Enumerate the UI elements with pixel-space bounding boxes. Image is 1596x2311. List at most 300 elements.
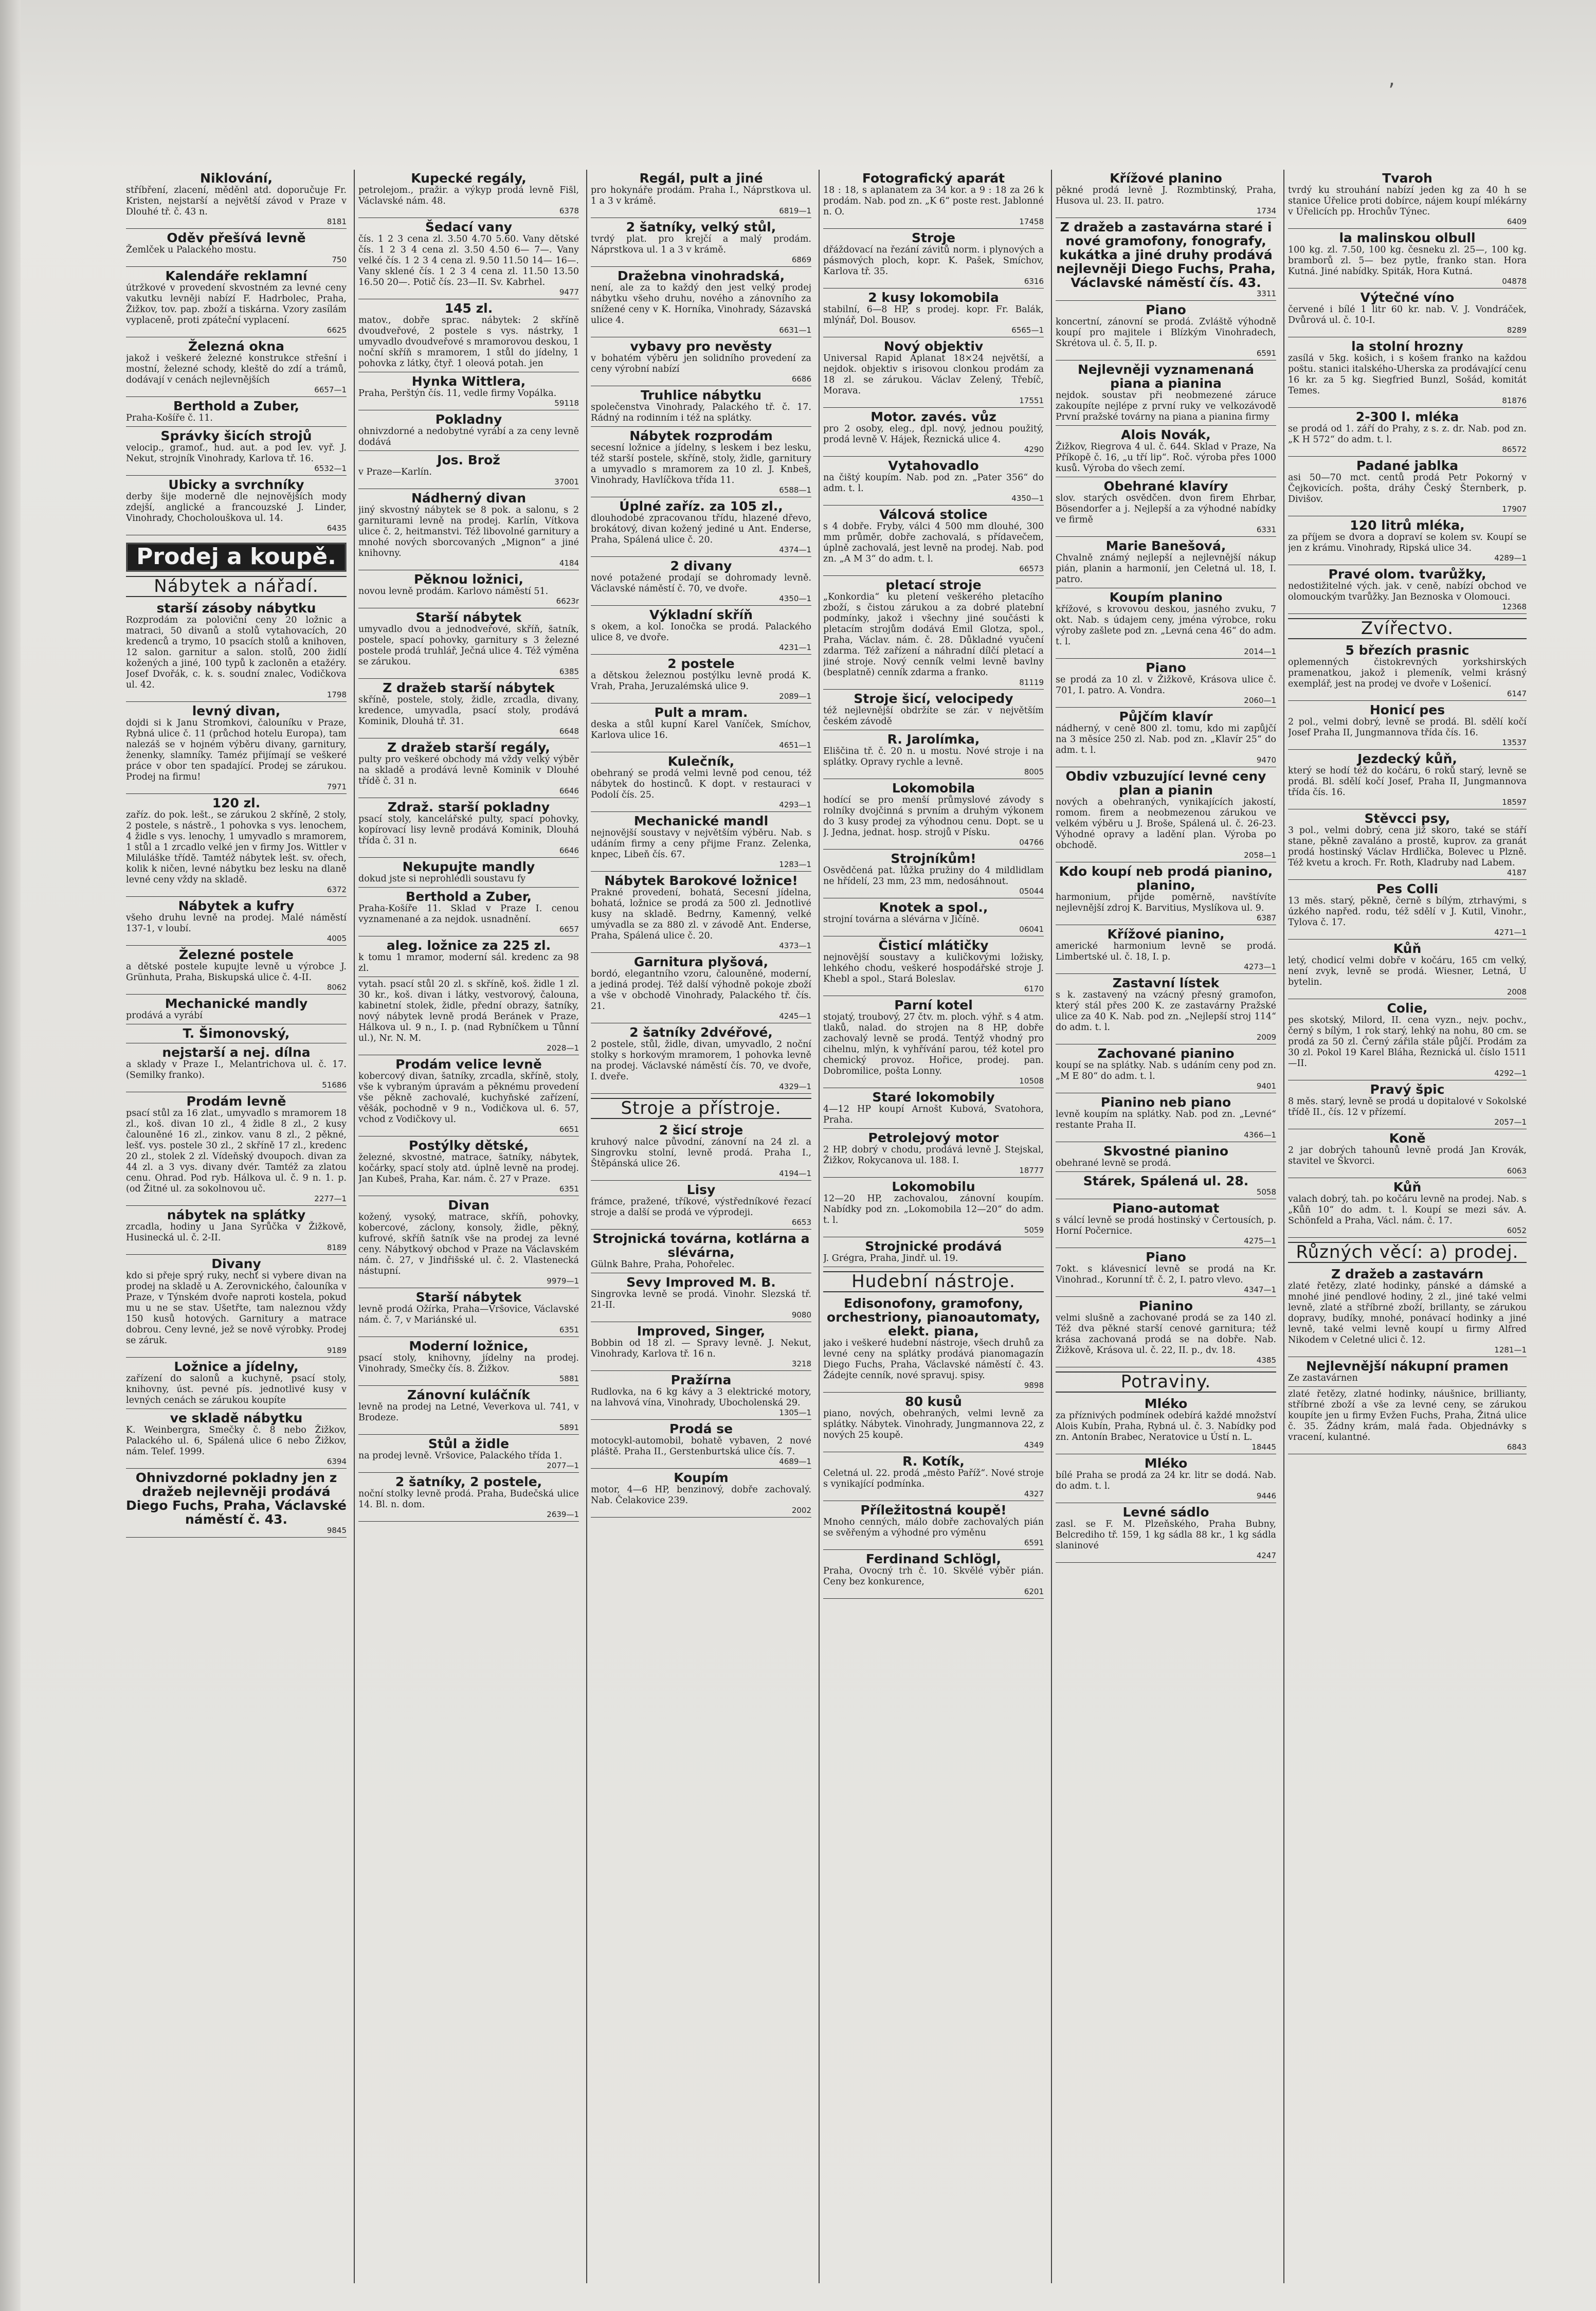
classified-ad [126, 1360, 347, 1406]
ad-number: 6316 [1024, 277, 1044, 286]
ad-number: 4275—1 [1244, 1236, 1276, 1245]
ad-divider [1056, 1296, 1276, 1297]
ad-body: v Praze—Karlín. [358, 467, 432, 477]
ad-body: Celetná ul. 22. prodá „město Paříž“. Nové stroje s vynikající podmínka. [823, 1468, 1044, 1489]
classified-ad [358, 1388, 579, 1432]
ad-headline: Železné postele [179, 947, 294, 962]
ad-headline: Strojnická továrna, kotlárna a slévárna, [592, 1231, 810, 1260]
classified-ad [1056, 976, 1276, 1041]
ad-headline: Strojníkům! [891, 851, 976, 866]
ad-body: zrcadla, hodiny u Jana Syrůčka v Žižkově, Husinecká ul. č. 2-II. [126, 1222, 347, 1243]
ad-headline: Edisonofony, gramofony, orchestriony, pianoautomaty, elekt. piana, [826, 1296, 1041, 1339]
ad-body: novou levně prodám. Karlovo náměstí 51. [358, 586, 549, 597]
ad-headline: Železná okna [188, 339, 284, 354]
ad-headline: Mechanické mandly [165, 996, 308, 1011]
classified-ad [1056, 769, 1276, 859]
ad-divider [591, 605, 811, 606]
classified-ad [126, 948, 347, 991]
ad-number: 18597 [1502, 798, 1527, 807]
ad-number: 4374—1 [779, 545, 811, 554]
ad-divider [358, 678, 579, 679]
ad-divider [1288, 1237, 1527, 1238]
ad-headline: Kůň [1393, 1180, 1422, 1195]
ad-number: 6631—1 [779, 326, 811, 335]
ad-divider [1056, 536, 1276, 537]
classified-ad [591, 388, 811, 424]
classified-ad [358, 1339, 579, 1383]
ad-headline: Stěvcci psy, [1364, 811, 1450, 826]
ad-number: 6532—1 [314, 464, 347, 473]
ad-body: frámce, pražené, tříkové, výstředníkové řezací stroje a další se prodá ve výprodeji. [591, 1197, 811, 1218]
ad-number: 2639—1 [547, 1510, 579, 1519]
ad-number: 2057—1 [1494, 1117, 1527, 1127]
ad-number: 4349 [1024, 1440, 1044, 1450]
ad-headline: Nábytek Barokové ložnice! [604, 873, 798, 888]
ad-headline: Výtečné víno [1360, 290, 1455, 305]
ad-body: bordó, elegantního vzoru, čalouněné, moderní, a jediná prodej. Též další výhodně pokoje zboží a vše v obchodě Vinohrady, Palackého tř. čís. 21. [591, 969, 811, 1012]
classified-ad [358, 572, 579, 605]
ad-divider [358, 887, 579, 888]
ad-body: prodává a vyrábí [126, 1010, 203, 1021]
ad-headline: Motor. zavés. vůz [870, 409, 996, 424]
classified-ad [126, 1411, 347, 1466]
ad-headline: Dražebna vinohradská, [617, 268, 785, 283]
ad-body: koupí se na splátky. Nab. s udáním ceny pod zn. „M E 80“ do adm. t. l. [1056, 1060, 1276, 1081]
ad-body: nejnovější soustavy v největším výběru. Nab. s udáním firmy a ceny přijme Franz. Zelenka, knpec, Libeň čís. 67. [591, 828, 811, 860]
classified-ad [1056, 661, 1276, 705]
ad-headline: Kůň [1393, 941, 1422, 956]
ad-headline: Padané jablka [1356, 458, 1459, 473]
ad-number: 4373—1 [779, 941, 811, 950]
section-banner: Prodej a koupě. [126, 543, 347, 572]
ad-number: 6052 [1507, 1226, 1527, 1235]
classified-ad [1288, 643, 1527, 698]
ad-divider [823, 575, 1044, 576]
classified-ad [591, 339, 811, 383]
ad-number: 6843 [1507, 1442, 1527, 1452]
ad-divider [126, 701, 347, 702]
ad-headline: Prodá se [669, 1421, 733, 1436]
ad-headline: 120 zl. [212, 796, 261, 810]
ad-number: 2060—1 [1244, 696, 1276, 705]
classified-ad [358, 1057, 579, 1133]
ad-divider [358, 857, 579, 858]
ad-body: a sklady v Praze I., Melantrichova ul. č. 17. (Semilky franko). [126, 1059, 347, 1080]
ad-headline: Zdraž. starší pokladny [387, 800, 550, 815]
ad-number: 6623r [556, 597, 579, 606]
ad-headline: Starší nábytek [415, 610, 522, 625]
ad-body: železné, skvostné, matrace, šatníky, nábytek, kočárky, spací stoly atd. úplně levně na prodej. Jan Kubeš, Praha, Kar. nám. č. 27 v Praze. [358, 1152, 579, 1184]
ad-body: valach dobrý, tah. po kočáru levně na prodej. Nab. s „Kůň 10“ do adm. t. l. Koupí se mezi sáv. A. Schönfeld a Praha, Václ. nám. č. 17. [1288, 1194, 1527, 1226]
classified-ad [823, 231, 1044, 285]
classified-ad [126, 899, 347, 943]
ad-headline: 2 šatníky, 2 postele, [395, 1474, 542, 1489]
ad-body: Praha-Košíře č. 11. [126, 413, 213, 423]
ad-divider [126, 1537, 347, 1538]
classified-ad [126, 478, 347, 532]
column-3 [591, 170, 814, 2283]
ad-number: 6591 [1024, 1538, 1044, 1547]
ad-number: 6657 [559, 925, 579, 934]
ad-number: 3218 [791, 1359, 811, 1368]
ad-body: levně prodá Ožírka, Praha—Vršovice, Václavské nám. č. 7, v Mariánské ul. [358, 1304, 579, 1325]
ad-headline: Nekupujte mandly [402, 859, 535, 874]
ad-divider [591, 426, 811, 427]
ad-headline: Kulečník, [667, 754, 735, 769]
ad-number: 6591 [1256, 349, 1276, 358]
ad-body: „Konkordia“ ku pletení veškerého pletacího zboží, s čistou zárukou a za dobré platební podmínky, jakož i všechny jiné součásti k pletacím strojům dodává Emil Glotza, spol., Praha, Václav. nám. č. 28. Důkladné vyučení zdarma. Též zařízení a náhradní dílčí pletací a jiné stroje. Nový cenník velmi levně bavlny (besplatně) cenník zdarma a franko. [823, 592, 1044, 678]
classified-ads-grid [126, 170, 1530, 2288]
ad-number: 4247 [1256, 1551, 1276, 1560]
ad-divider [823, 1392, 1044, 1393]
ad-body: tvrdý ku strouhání nabízí jeden kg za 40 h se stanice Úřelice proti dobírce, nájem koupí mlékárny v Úřelicích pp. Hrochův Týnec. [1288, 185, 1527, 217]
ad-headline: Koupím [674, 1470, 729, 1485]
ad-headline: Pěknou ložnici, [414, 572, 523, 587]
classified-ad [1288, 811, 1527, 877]
ad-number: 3311 [1256, 289, 1276, 298]
ad-number: 9898 [1024, 1381, 1044, 1390]
ad-body: červené i bílé 1 litr 60 kr. nab. V. J. Vondráček, Dvůrová ul. č. 10-I. [1288, 304, 1527, 326]
ad-divider [1056, 425, 1276, 426]
ad-divider [591, 952, 811, 953]
ad-body: piano, nových, obehraných, velmi levně za splátky. Nábytek. Vinohrady, Jungmannova 22, z nových 25 koupě. [823, 1409, 1044, 1440]
ad-body: Rudlovka, na 6 kg kávy a 3 elektrické motory, na lahvová vína, Vinohrady, Ubocholenská 29. [591, 1387, 811, 1408]
ad-divider [823, 1128, 1044, 1129]
ad-body: Chvalně známý nejlepší a nejlevnější nákup pián, planin a harmonií, jen Celetná ul. 18, I. patro. [1056, 553, 1276, 585]
classified-ad [358, 374, 579, 407]
classified-ad [358, 453, 579, 486]
ad-body: s k. zastavený na vzácný přesný gramofon, který stál přes 200 K. ze zastavárny Pražské ulice za 40 K. Nab. pod zn. „Nejlepší stroj 114“ do adm. t. l. [1056, 990, 1276, 1033]
ad-headline: Lokomobilu [892, 1179, 975, 1194]
ad-divider [591, 1180, 811, 1181]
ad-headline: T. Šimonovský, [183, 1026, 290, 1041]
column-rule [586, 170, 587, 2283]
ad-number: 2008 [1507, 987, 1527, 997]
classified-ad [358, 1437, 579, 1470]
classified-ad [126, 269, 347, 334]
classified-ad [1288, 1267, 1527, 1354]
ad-headline: Kdo koupí neb prodá pianino, planino, [1059, 864, 1273, 893]
ad-number: 4385 [1256, 1356, 1276, 1365]
column-rule [354, 170, 355, 2283]
ad-number: 17907 [1502, 504, 1527, 514]
ad-number: 6435 [327, 523, 347, 533]
classified-ad [126, 1094, 347, 1203]
ad-number: 6646 [559, 846, 579, 855]
ad-headline: Sevy Improved M. B. [626, 1275, 776, 1290]
ad-body: vytah. psací stůl 20 zl. s skříně, koš. židle 1 zl. 30 kr., koš. divan i látky, vestvorový, čalouna, kabinetní stolek, židle, přední obrazy, šatníky, nový nábytek levně prodá Beránek v Praze, Hálkova ul. 9 n., I. p. (nad Rybníčkem u Tůnní ul.), Nr. N. M. [358, 979, 579, 1043]
ad-number: 5058 [1256, 1187, 1276, 1197]
ad-number: 51686 [322, 1080, 347, 1090]
classified-ad [126, 997, 347, 1021]
ad-headline: Honicí pes [1369, 702, 1445, 717]
ad-number: 2002 [791, 1506, 811, 1515]
ad-body: Universal Rapid Aplanat 18×24 největší, a nejdok. objektiv s irisovou clonkou prodám za 18 zl. se zárukou. Václav Zelený, Třebíč, Morava. [823, 353, 1044, 396]
section-heading: Potraviny. [1056, 1371, 1276, 1393]
ad-divider [1288, 1386, 1527, 1387]
ad-number: 9446 [1256, 1491, 1276, 1501]
ad-number: 2277—1 [314, 1194, 347, 1203]
ad-number: 66573 [1019, 564, 1044, 573]
ad-number: 6651 [559, 1125, 579, 1134]
ad-divider [1288, 700, 1527, 701]
classified-ad [1056, 539, 1276, 585]
ad-headline: R. Jarolímka, [887, 732, 980, 747]
classified-ad [823, 900, 1044, 933]
ad-body: dlouhodobé zpracovanou třídu, hlazené dřevo, brokátový, divan kožený jediné u Ant. Enderse, Praha, Spálená ulice č. 20. [591, 513, 811, 545]
ad-headline: Divan [448, 1198, 489, 1213]
classified-ad [591, 559, 811, 603]
classified-ad [823, 1454, 1044, 1498]
ad-body: obehraný se prodá velmi levně pod cenou, též nábytek do hostinců. K dopt. v restauraci v Podolí čís. 25. [591, 768, 811, 800]
ad-divider [1288, 879, 1527, 880]
ad-body: psací stoly, knihovny, jídelny na prodej. Vinohrady, Smečky čís. 8. Žižkov. [358, 1353, 579, 1374]
ad-divider [591, 1370, 811, 1371]
ad-divider [1288, 407, 1527, 408]
ad-divider [1056, 300, 1276, 301]
classified-ad [1288, 410, 1527, 454]
ad-number: 86572 [1502, 445, 1527, 454]
ad-number: 6351 [559, 1325, 579, 1334]
ad-headline: Piano [1146, 660, 1186, 675]
ad-body: Praha-Košíře 11. Sklad v Praze I. cenou vyznamenané a za nejdok. usnadnění. [358, 904, 579, 925]
ad-body: křížové, s krovovou deskou, jasného zvuku, 7 okt. Nab. s údajem ceny, jména výrobce, roku výroby zašlete pod zn. „Levná cena 46“ do adm. t. l. [1056, 604, 1276, 647]
classified-ad [358, 1139, 579, 1193]
classified-ad [126, 1208, 347, 1252]
ad-body: velmi slušně a zachované prodá se za 140 zl. Též dva pěkné starší cenové garnitura; též krása zachovaná prodá se na dobře. Nab. Žižkově, Krásova ul. č. 22, II. p., dv. 18. [1056, 1313, 1276, 1356]
ad-body: matov., dobře sprac. nábytek: 2 skříně dvoudveřové, 2 postele s vys. nástrky, 1 umyvadlo dvoudveřové s mramorovou deskou, 1 noční skříň s mramorem, 1 stůl do jídelny, 1 pohovka z látky, čtyř. 1 oleová potah. jen [358, 315, 579, 369]
ad-number: 12368 [1502, 602, 1527, 611]
ad-headline: Křížové pianino, [1107, 927, 1225, 942]
ad-headline: Pult a mram. [654, 705, 748, 720]
ad-headline: Petrolejový motor [868, 1130, 999, 1145]
classified-ad [591, 657, 811, 700]
ad-divider [126, 266, 347, 267]
ad-headline: Z dražeb starší regály, [387, 740, 550, 755]
ad-body: 2 jar dobrých tahounů levně prodá Jan Krovák, stavitel ve Škvorci. [1288, 1145, 1527, 1166]
ad-number: 6819—1 [779, 206, 811, 215]
classified-ad [591, 499, 811, 554]
ad-headline: Oděv přešívá levně [167, 230, 306, 245]
classified-ad [1056, 1046, 1276, 1090]
ad-body: zlaté řetězy, zlatné hodinky, náušnice, brillianty, stříbrné zboží a vše za levné ceny, se zárukou koupíte jen u firmy Evžen Fuchs, Praha, Žitná ulice č. 35. Žádny krám, malá řada. Objednávky s vracení, kulantné. [1288, 1389, 1527, 1442]
classified-ad [358, 979, 579, 1052]
classified-ad [126, 339, 347, 394]
ad-body: dřáždovací na řezání závitů norm. i plynových a pásmových ploch, kopr. K. Pašek, Smíchov, Karlova tř. 35. [823, 245, 1044, 277]
ad-body: Praha, Ovocný trh č. 10. Skvělé výběr pián. Ceny bez konkurence, [823, 1566, 1044, 1587]
ad-number: 05044 [1019, 887, 1044, 896]
ad-headline: 2 šatníky 2dvéřové, [629, 1025, 773, 1040]
ad-headline: Starší nábytek [415, 1290, 522, 1305]
classified-ad [823, 578, 1044, 687]
ad-headline: Nejlevnější nákupní pramen [1306, 1359, 1509, 1374]
ad-body: stabilní, 6—8 HP, s prodej. kopr. Fr. Balák, mlýnář, Dol. Bousov. [823, 304, 1044, 326]
ad-body: kožený, vysoký, matrace, skříň, pohovky, kobercové, záclony, konsoly, židle, pěkný, kufrové, skříň šatník vše na prodej za levné ceny. Nábytkový obchod v Praze na Václavském nám. č. 27, v Jindřišské ul. č. 2. Vlastenecká nástupní. [358, 1212, 579, 1276]
ad-headline: nábytek na splátky [167, 1207, 306, 1222]
classified-ad [126, 171, 347, 226]
ad-headline: Úplné zaříz. za 105 zl., [619, 499, 783, 514]
ad-divider [591, 654, 811, 655]
top-margin [0, 0, 1596, 170]
ad-number: 4187 [1507, 868, 1527, 877]
ad-body: jiný skvostný nábytek se 8 pok. a salonu, s 2 garniturami levně na prodej. Karlín, Vítkova ulice č. 2, heitmanstvi. Též libovolné garnitury a mnohé nových sborcovaných „Mignon“ a jiné knihovny. [358, 505, 579, 558]
ad-headline: Nábytek a kufry [178, 898, 295, 913]
ad-headline: 120 litrů mléka, [1350, 518, 1465, 533]
ad-headline: pletací stroje [885, 577, 982, 592]
ad-headline: Stroje [912, 230, 955, 245]
ad-body: nových a obehraných, vynikajících jakostí, romom. firem a neobmezenou zárukou ve velkém výběru u J. Broše, Spálená ul. č. 26-23. Výhodné opravy a ladění plan. Výroba po obchodě. [1056, 797, 1276, 851]
classified-ad [823, 291, 1044, 334]
ad-body: kobercový divan, šatníky, zrcadla, skříně, stoly, vše k vybraným úpravám a pěknému provedení vše pěkně zachovalé, kuchyňské zařízení, věšák, pochodně v 9 n., Vodičkova ul. 6. 57, vchod z Vodičkovy ul. [358, 1071, 579, 1125]
ad-divider [126, 1357, 347, 1358]
ad-number: 9845 [327, 1526, 347, 1535]
fold-mark: ‚ [1388, 67, 1395, 91]
ad-headline: Stroje šicí, velocipedy [854, 691, 1013, 706]
classified-ad [1056, 303, 1276, 357]
classified-ad [1288, 882, 1527, 936]
ad-number: 2058—1 [1244, 851, 1276, 860]
ad-headline: Fotografický aparát [862, 171, 1005, 186]
ad-number: 04766 [1019, 838, 1044, 847]
ad-headline: 2 šatníky, velký stůl, [626, 220, 776, 234]
ad-body: petrolejom., pražir. a výkyp prodá levně Fišl, Václavské nám. 48. [358, 185, 579, 206]
ad-number: 4293—1 [779, 800, 811, 809]
ad-headline: Piano-automat [1112, 1201, 1220, 1216]
classified-ad [591, 608, 811, 652]
classified-ad [1056, 363, 1276, 423]
ad-number: 6657—1 [314, 385, 347, 394]
classified-ad [358, 1198, 579, 1285]
ad-number: 4292—1 [1494, 1069, 1527, 1078]
ad-body: zlaté řetězy, zlaté hodinky, pánské a dámské a mnohé jiné pendlové hodiny, 2 zl., jiné také velmi levně, zlaté a stříbrné zboží, brillanty, se zárukou dopravy, budíky, mnohé, ponávací hodinky a jiné levně, také velmi levně koupí u firmy Alfred Nikodem v Celetné ulici č. 12. [1288, 1281, 1527, 1345]
ad-divider [823, 228, 1044, 229]
classified-ad [1056, 1456, 1276, 1500]
ad-body: 8 měs. starý, levně se prodá u dopitalové v Sokolské třídě II., čís. 12 v přízemí. [1288, 1096, 1527, 1117]
ad-number: 2028—1 [547, 1043, 579, 1053]
section-heading: Hudební nástroje. [823, 1271, 1044, 1292]
classified-ad [591, 1232, 811, 1270]
ad-headline: Tvaroh [1382, 171, 1432, 186]
ad-headline: Knotek a spol., [879, 900, 988, 915]
ad-body: letý, chodicí velmi dobře v kočáru, 165 cm velký, není zvyk, levně se prodá. Wiesner, Letná, U bytelin. [1288, 955, 1527, 987]
ad-headline: Pianino [1138, 1298, 1193, 1313]
ad-number: 6201 [1024, 1587, 1044, 1596]
ad-number: 1283—1 [779, 860, 811, 869]
ad-number: 17458 [1019, 217, 1044, 226]
ad-divider [1288, 456, 1527, 457]
ad-body: s okem, a kol. Ionočka se prodá. Palackého ulice 8, ve dvoře. [591, 622, 811, 643]
classified-ad [358, 741, 579, 795]
classified-ad [1288, 1180, 1527, 1235]
ad-headline: aleg. ložnice za 225 zl. [386, 938, 551, 953]
ad-body: nádherný, v ceně 800 zl. tomu, kdo mi zapůjčí na 3 měsíce 250 zl. Nab. pod zn. „Klavír 25“ do adm. t. l. [1056, 724, 1276, 755]
ad-body: všeho druhu levně na prodej. Malé náměstí 137-1, v loubí. [126, 913, 347, 934]
ad-body: za příjem se dvora a dopraví se kolem sv. Koupí se jen z krámu. Vinohrady, Ripská ulice 34. [1288, 532, 1527, 553]
ad-number: 4366—1 [1244, 1130, 1276, 1140]
ad-headline: Prodám levně [186, 1094, 286, 1109]
ad-body: zařízení do salonů a kuchyně, psací stoly, knihovny, úst. pevné pís. jednotlivé kusy v levných cenách se zárukou koupíte [126, 1374, 347, 1405]
classified-ad [1288, 1359, 1527, 1384]
ad-body: Singrovka levně se prodá. Vinohr. Slezská tř. 21-II. [591, 1289, 811, 1310]
classified-ad [823, 1552, 1044, 1596]
classified-ad [358, 412, 579, 448]
classified-ad [823, 508, 1044, 573]
ad-body: harmonium, přijde poměrně, navštívíte nejlevnější zdroj K. Barvitius, Myslíkova ul. 9. [1056, 892, 1276, 913]
classified-ad [823, 1503, 1044, 1547]
classified-ad [1288, 518, 1527, 562]
ad-headline: Staré lokomobily [872, 1090, 995, 1105]
ad-divider [126, 475, 347, 476]
ad-number: 7971 [327, 782, 347, 791]
ad-number: 6170 [1024, 984, 1044, 994]
ad-divider [358, 1385, 579, 1386]
classified-ad [823, 1395, 1044, 1449]
classified-ad [1056, 590, 1276, 656]
ad-body: hodící se pro menší průmyslové závody s rolníky dvojčinná s prvním a druhým výkonem do 3 kusy prodej za výhodnou cenu. Dopt. se u J. Jedna, jednat. hosp. strojů v Písku. [823, 795, 1044, 838]
ad-headline: Nádherný divan [411, 491, 526, 505]
ad-headline: Koupím planino [1109, 590, 1223, 605]
ad-divider [126, 1205, 347, 1206]
classified-ad [1056, 171, 1276, 215]
ad-body: ohnivzdorné a nedobytné vyrábí a za ceny levně dodává [358, 426, 579, 447]
classified-ad [358, 610, 579, 676]
ad-number: 59118 [554, 399, 579, 408]
ad-body: pro 2 osoby, eleg., dpl. nový, jednou použitý, prodá levně V. Hájek, Řeznická ulice 4. [823, 424, 1044, 445]
ad-body: secesní ložnice a jídelny, s leskem i bez lesku, též starší postele, skříně, stoly, židle, garnitury a umyvadlo s mramorem za 10 zl. J. Knbeš, Vinohrady, Havlíčkova třída 11. [591, 443, 811, 485]
classified-ad [823, 1090, 1044, 1126]
ad-headline: Skvostné pianino [1103, 1144, 1229, 1159]
classified-ad [1056, 864, 1276, 922]
ad-divider [126, 793, 347, 794]
classified-ad [126, 231, 347, 264]
ad-divider [591, 1093, 811, 1094]
ad-number: 6646 [559, 786, 579, 796]
ad-body: pulty pro veškeré obchody má vždy velký výběr na skladě a prodává levně Kominik v Dlouhé třídě č. 31 n. [358, 754, 579, 786]
classified-ad [1056, 1505, 1276, 1560]
ad-divider [823, 407, 1044, 408]
ad-headline: Pes Colli [1376, 881, 1439, 896]
ad-number: 10508 [1019, 1076, 1044, 1086]
classified-ad [823, 692, 1044, 727]
ad-headline: 2 šicí stroje [659, 1123, 743, 1138]
ad-number: 6625 [327, 326, 347, 335]
ad-divider [823, 1549, 1044, 1550]
ad-headline: Z dražeb starší nábytek [383, 680, 555, 695]
ad-headline: Stůl a židle [428, 1436, 510, 1451]
ad-headline: Jos. Brož [437, 453, 500, 467]
ad-divider [358, 1434, 579, 1435]
classified-ad [1056, 1250, 1276, 1294]
classified-ad [126, 796, 347, 894]
ad-body: společenstva Vinohrady, Palackého tř. č. 17. Rádný na rodinním i též na splátky. [591, 402, 811, 423]
ad-body: útržkové v provedení skvostném za levné ceny vakutku levněji nabízí F. Hadrbolec, Praha, Žižkov, tov. pap. zboží a tiskárna. Vzory zasílám vyplaceně, proti zpáteční vyplacení. [126, 283, 347, 326]
ad-divider [126, 228, 347, 229]
ad-number: 6387 [1256, 913, 1276, 923]
ad-number: 4689—1 [779, 1457, 811, 1466]
ad-number: 6648 [559, 727, 579, 736]
classified-ad [1288, 231, 1527, 285]
ad-divider [591, 811, 811, 812]
ad-number: 1281—1 [1494, 1345, 1527, 1355]
ad-headline: Pravé olom. tvarůžky, [1328, 567, 1486, 582]
ad-body: nejnovější soustavy a kuličkovými ložisky, lehkého chodu, veškeré hospodářské stroje J. Khebl a spol., Stará Boleslav. [823, 952, 1044, 984]
ad-headline: nejstarší a nej. dílna [162, 1045, 311, 1060]
classified-ad [591, 706, 811, 749]
ad-body: za příznivých podmínek odebírá každé množství Alois Kubín, Praha, Rybná ul. č. 3. Nabídky pod zn. Antonín Brabec, Neratovice u Ústí n. L. [1056, 1411, 1276, 1442]
ad-divider [126, 1254, 347, 1255]
ad-headline: Pražírna [670, 1373, 732, 1387]
ad-body: Žemlček u Palackého mostu. [126, 245, 257, 255]
